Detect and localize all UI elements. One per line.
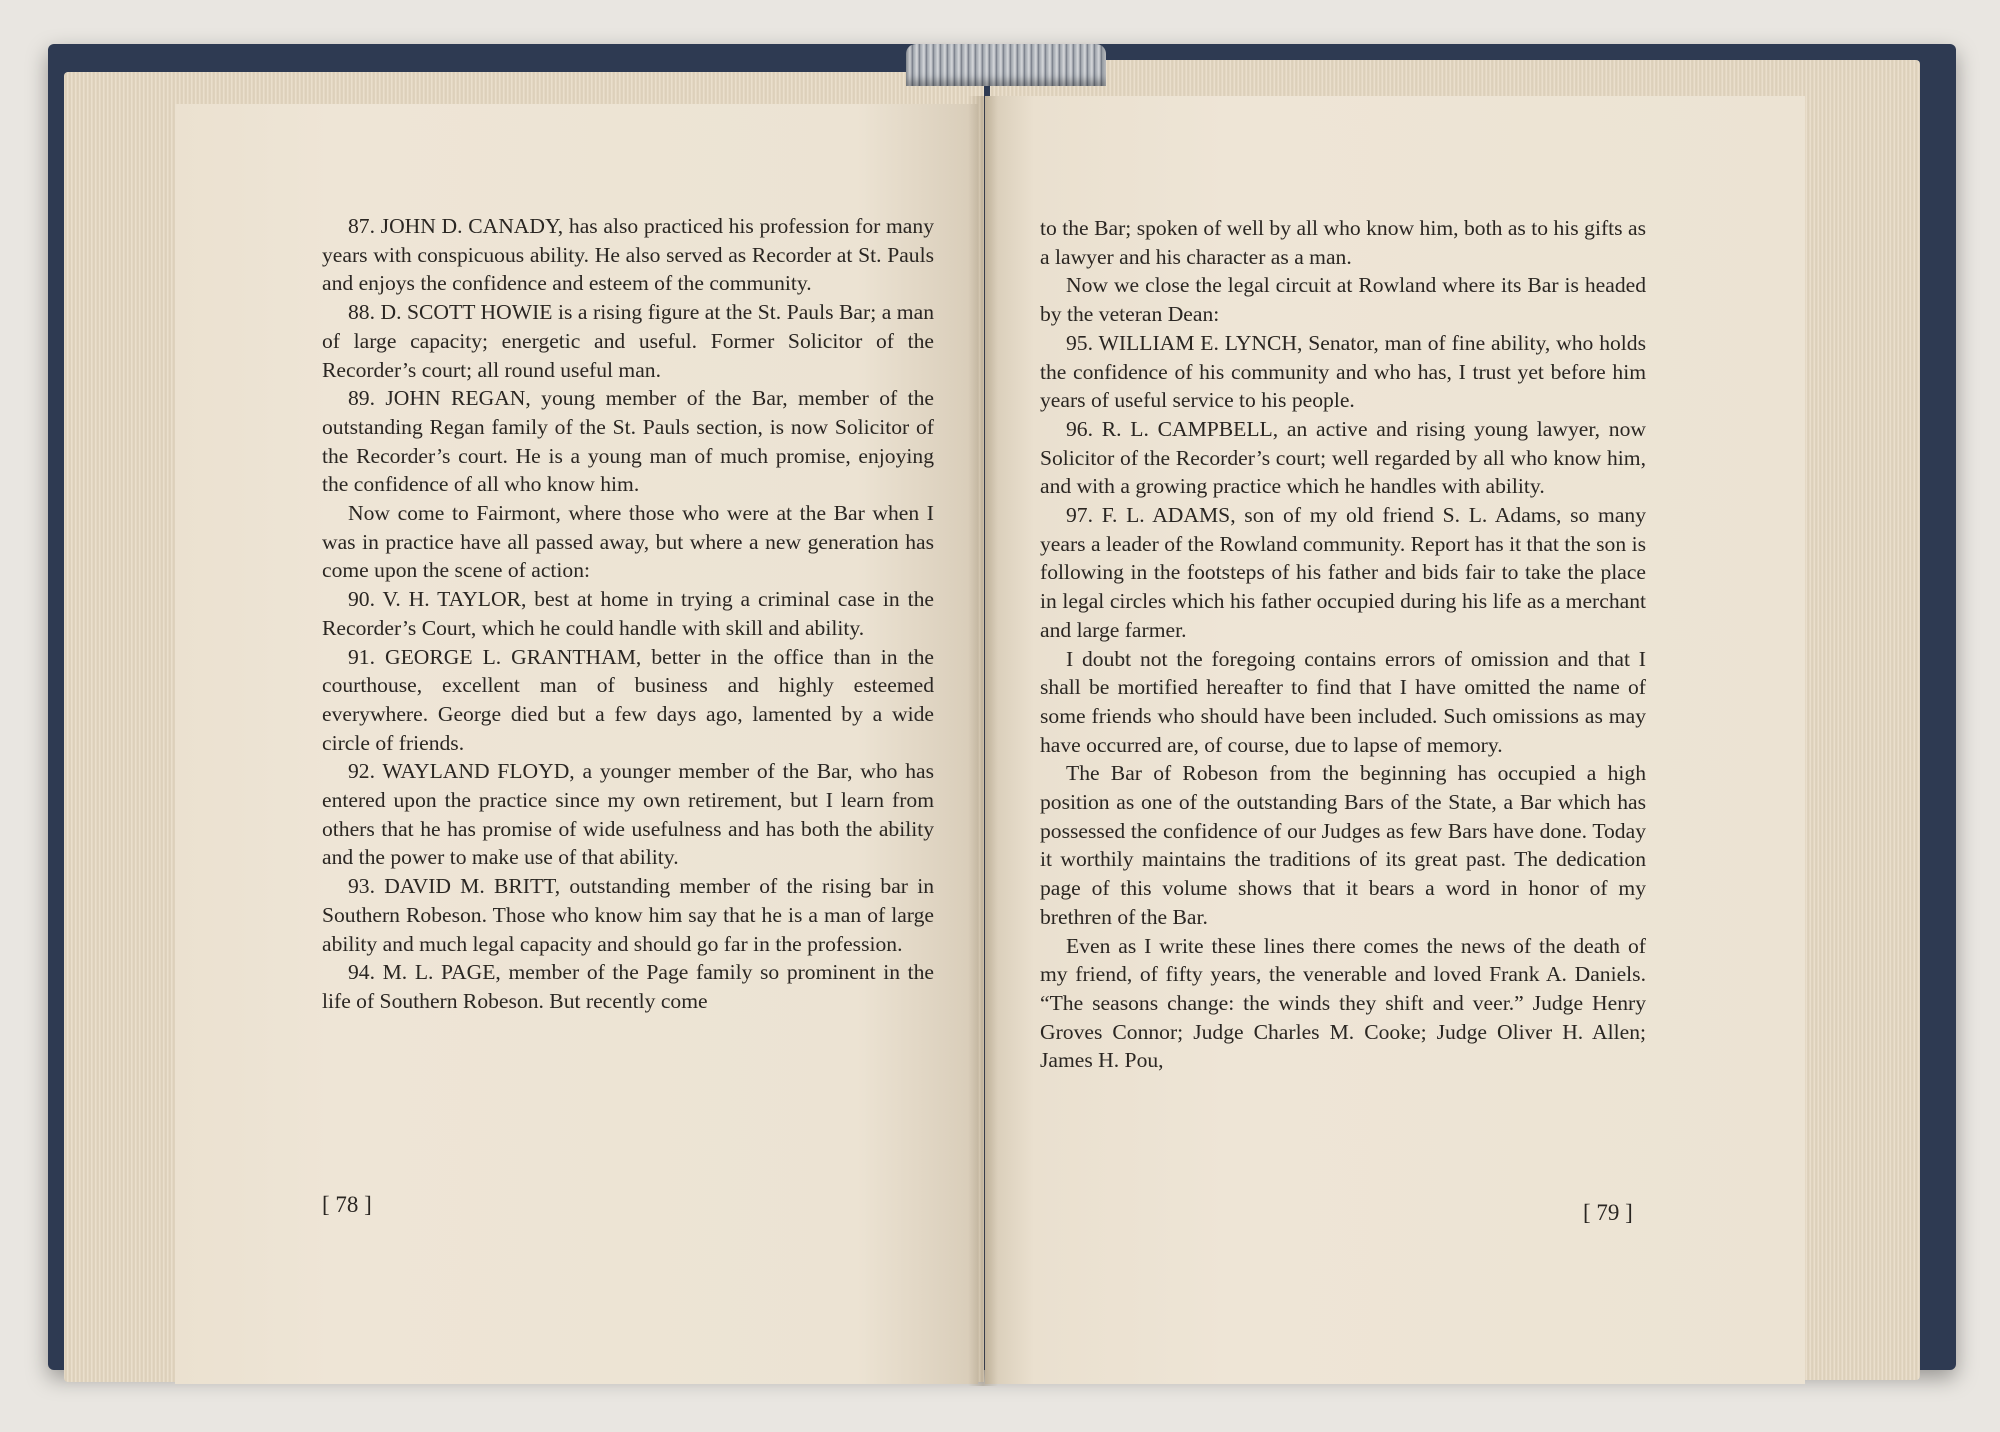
paragraph-94: 94. M. L. PAGE, member of the Page family so prominent in the life of Southern Robeson. But recently come: [322, 960, 934, 1013]
paragraph-87: 87. JOHN D. CANADY, has also practiced his profession for many years with conspicuous ability. He also served as Recorder at St. Pauls and enjoys the confidence and esteem of the community.: [322, 214, 934, 296]
paragraph-bar-of-robeson: The Bar of Robeson from the beginning has occupied a high position as one of the outstanding Bars of the State, a Bar which has possessed the confidence of our Judges as few Bars have done. Today it worthily maintains the traditions of its great past. The dedication page of this volume shows that it bears a word in honor of my brethren of the Bar.: [1040, 761, 1646, 929]
paragraph-88: 88. D. SCOTT HOWIE is a rising figure at the St. Pauls Bar; a man of large capacity; energetic and useful. Former Solicitor of the Recorder’s court; all round useful man.: [322, 300, 934, 382]
right-page-text: [1040, 214, 1646, 1075]
page-number-left: [ 78 ]: [322, 1192, 372, 1217]
page-number-right: [ 79 ]: [1583, 1200, 1633, 1225]
paragraph-97: 97. F. L. ADAMS, son of my old friend S. L. Adams, so many years a leader of the Rowland community. Report has it that the son is following in the footsteps of his father and bids fair to take the place in legal circles which his father occupied during his life as a merchant and large farmer.: [1040, 503, 1646, 642]
paragraph-92: 92. WAYLAND FLOYD, a younger member of the Bar, who has entered upon the practice since my own retirement, but I learn from others that he has promise of wide usefulness and has both the ability and the power to make use of that ability.: [322, 759, 934, 870]
paragraph-95: 95. WILLIAM E. LYNCH, Senator, man of fine ability, who holds the confidence of his community and who has, I trust yet before him years of useful service to his people.: [1040, 330, 1646, 413]
paragraph-89: 89. JOHN REGAN, young member of the Bar, member of the outstanding Regan family of the St. Pauls section, is now Solicitor of the Recorder’s court. He is a young man of much promise, enjoying the confidence of all who know him.: [322, 386, 934, 497]
paragraph-93: 93. DAVID M. BRITT, outstanding member of the rising bar in Southern Robeson. Those who know him say that he is a man of large ability and much legal capacity and should go far in the profession.: [322, 874, 934, 956]
paragraph-94-continued: to the Bar; spoken of well by all who know him, both as to his gifts as a lawyer and his character as a man.: [1040, 216, 1646, 269]
left-page-text: [322, 212, 934, 1016]
paragraph-rowland: Now we close the legal circuit at Rowland where its Bar is headed by the veteran Dean:: [1040, 273, 1646, 327]
book-headband: [906, 44, 1106, 86]
gutter-shadow: [968, 96, 998, 1386]
paragraph-daniels: Even as I write these lines there comes the news of the death of my friend, of fifty years, the venerable and loved Frank A. Daniels. “The seasons change: the winds they shift and veer.” Judge Henry Groves Connor; Judge Charles M. Cooke; Judge Oliver H. Allen; James H. Pou,: [1040, 933, 1646, 1073]
paragraph-96: 96. R. L. CAMPBELL, an active and rising young lawyer, now Solicitor of the Recorder’s court; well regarded by all who know him, and with a growing practice which he handles with ability.: [1040, 416, 1646, 499]
paragraph-fairmont: Now come to Fairmont, where those who were at the Bar when I was in practice have all passed away, but where a new generation has come upon the scene of action:: [322, 501, 934, 583]
paragraph-omissions: I doubt not the foregoing contains errors of omission and that I shall be mortified hereafter to find that I have omitted the name of some friends who should have been included. Such omissions as may have occurred are, of course, due to lapse of memory.: [1040, 646, 1646, 757]
paragraph-91: 91. GEORGE L. GRANTHAM, better in the office than in the courthouse, excellent man of business and highly esteemed everywhere. George died but a few days ago, lamented by a wide circle of friends.: [322, 644, 934, 755]
paragraph-90: 90. V. H. TAYLOR, best at home in trying a criminal case in the Recorder’s Court, which he could handle with skill and ability.: [322, 587, 934, 640]
